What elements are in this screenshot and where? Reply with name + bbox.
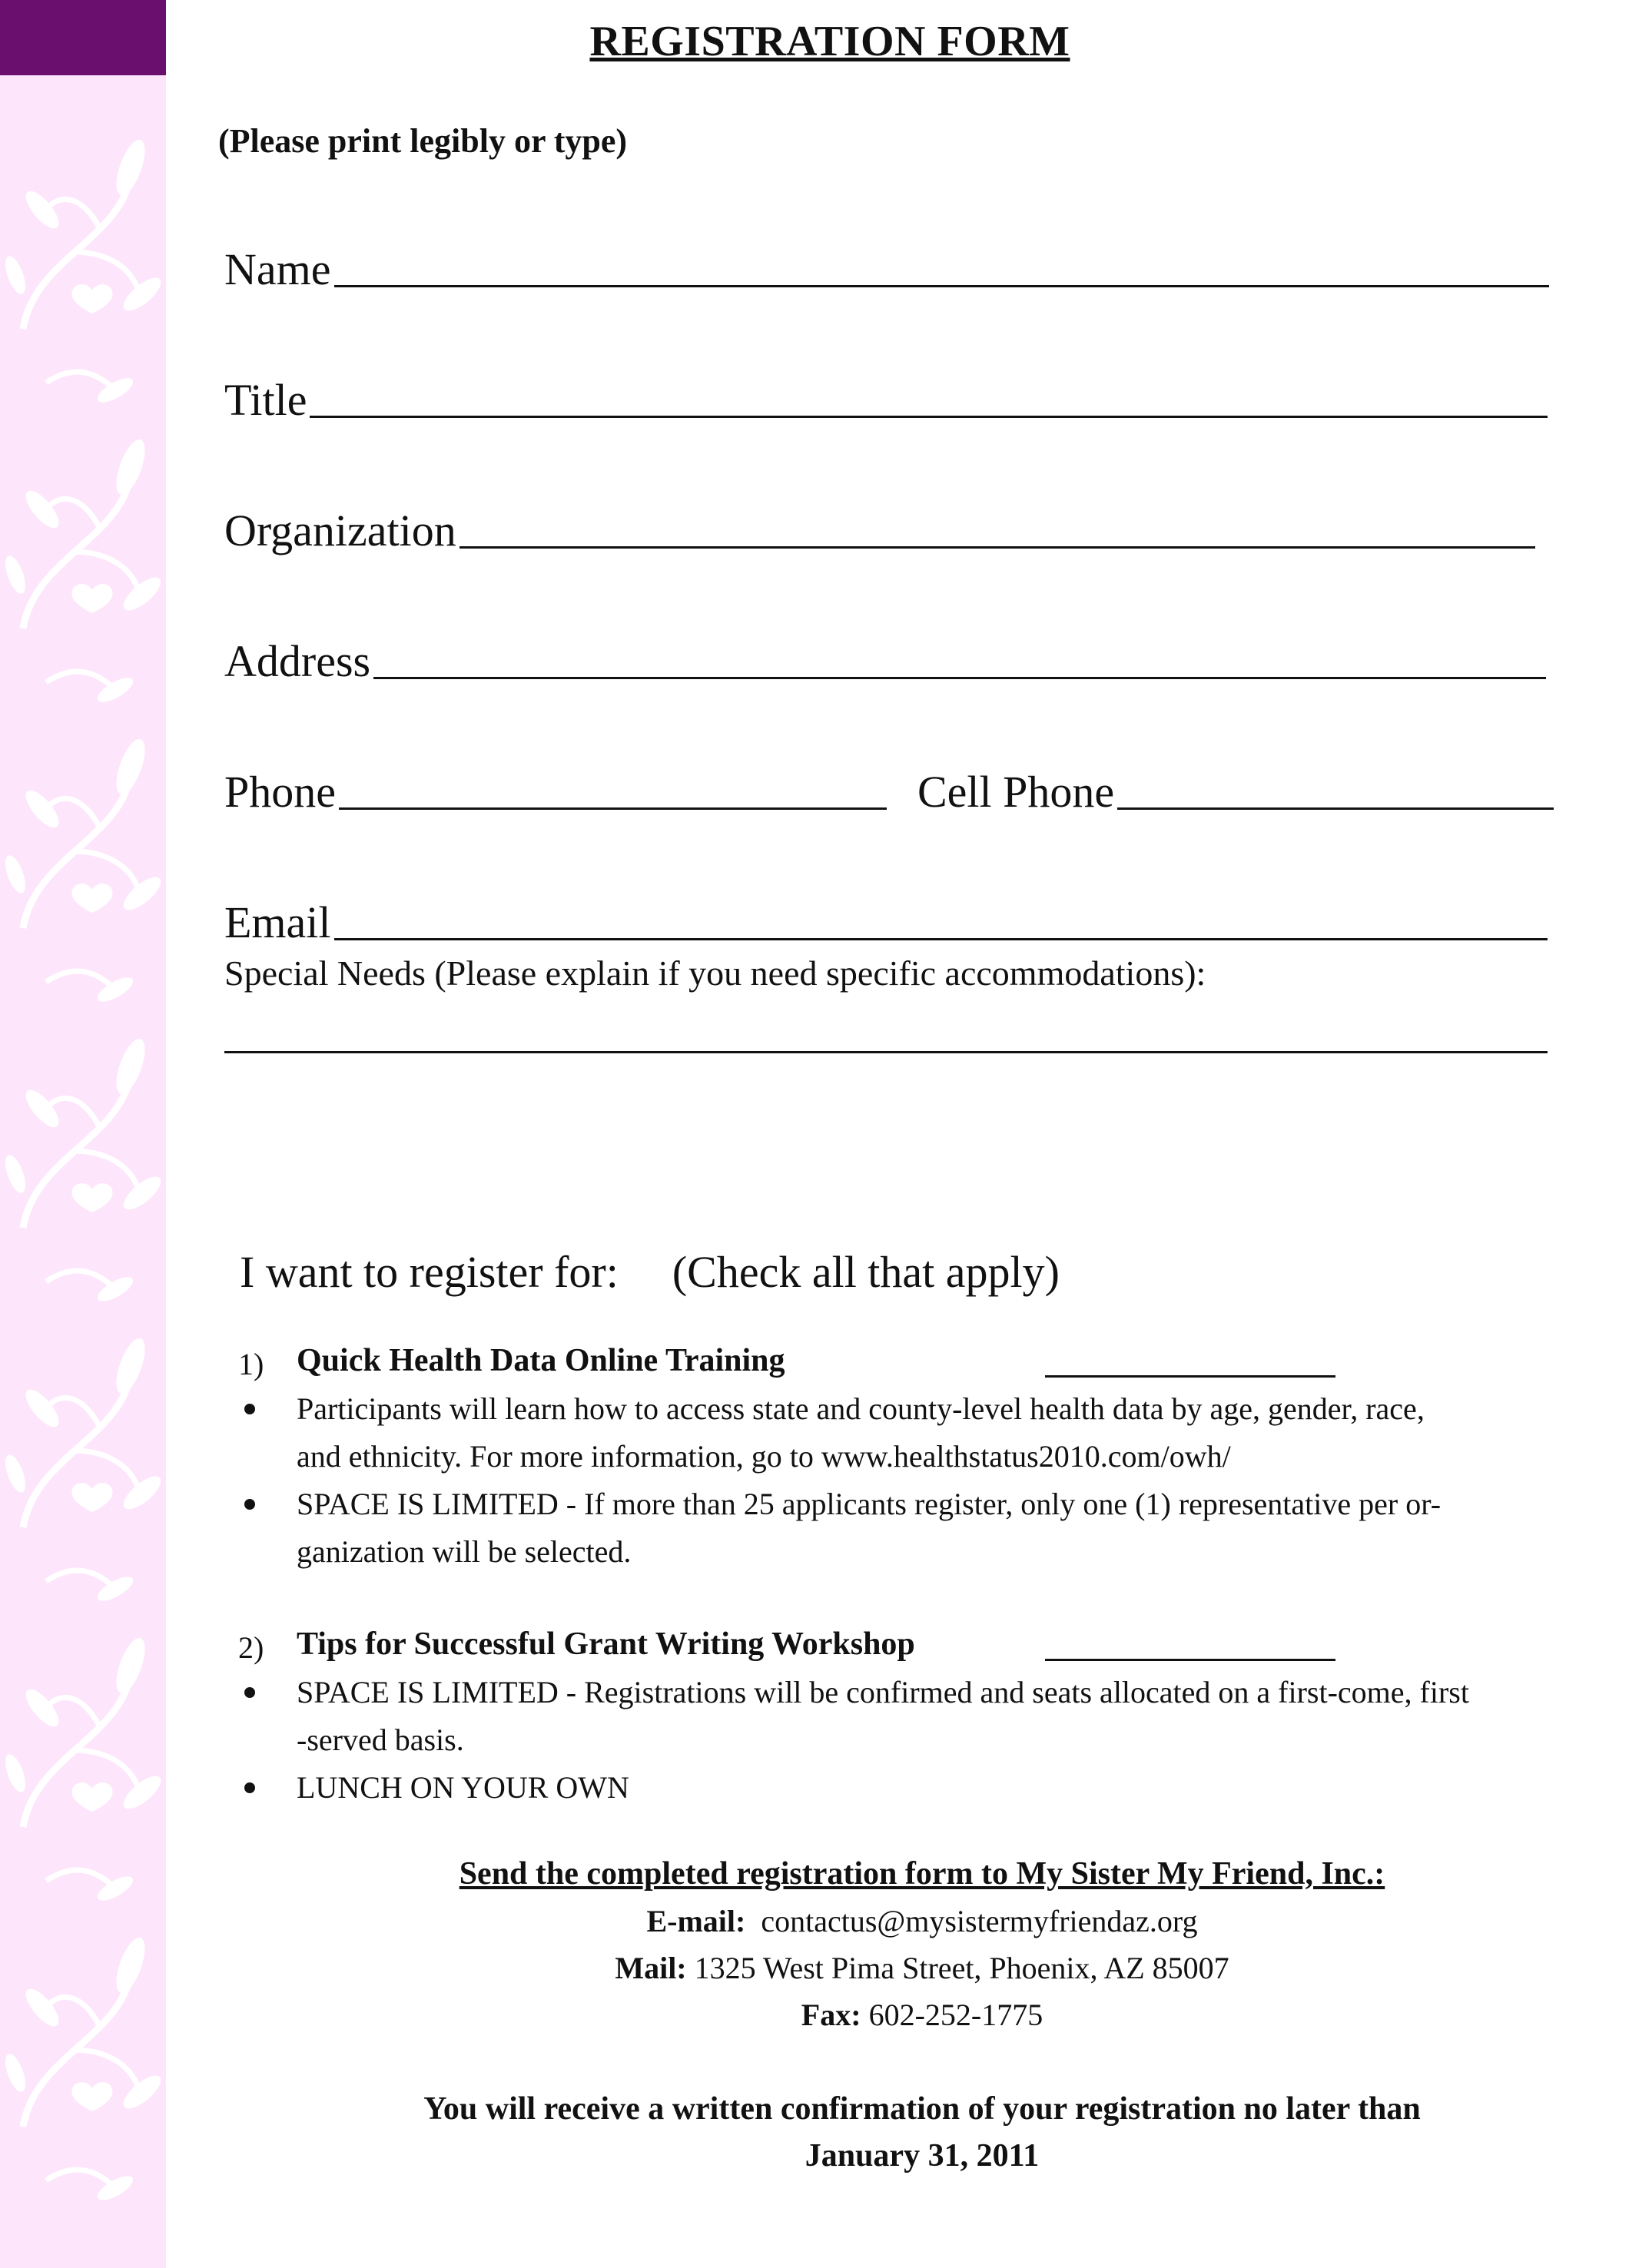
bullet-text: SPACE IS LIMITED - Registrations will be confirmed and seats allocated on a first-come, first xyxy=(297,1675,1469,1709)
bullet-text: SPACE IS LIMITED - If more than 25 applicants register, only one (1) representative per or- xyxy=(297,1487,1442,1521)
organization-label: Organization xyxy=(224,506,456,555)
confirmation-line-1: You will receive a written confirmation of your registration no later than xyxy=(423,2091,1421,2127)
special-needs-line[interactable] xyxy=(224,1051,1548,1053)
floral-ornament-icon xyxy=(0,75,166,2268)
bullet-text: ganization will be selected. xyxy=(297,1534,632,1569)
bullet-icon xyxy=(244,1782,255,1793)
bullet-text: and ethnicity. For more information, go to www.healthstatus2010.com/owh/ xyxy=(297,1439,1231,1474)
email-contact-value[interactable]: contactus@mysistermyfriendaz.org xyxy=(761,1904,1198,1938)
cell-phone-label: Cell Phone xyxy=(917,767,1115,817)
cell-phone-line[interactable] xyxy=(1117,807,1554,810)
fax-contact-label: Fax: xyxy=(801,1998,861,2032)
confirmation-date: January 31, 2011 xyxy=(805,2138,1040,2174)
email-label: Email xyxy=(224,897,331,947)
item-number: 1) xyxy=(238,1347,264,1381)
title-field[interactable] xyxy=(224,361,1548,423)
bullet-text: -served basis. xyxy=(297,1723,464,1757)
fax-contact-value: 602-252-1775 xyxy=(868,1998,1043,2032)
name-line[interactable] xyxy=(334,285,1550,287)
decorative-sidebar xyxy=(0,0,166,2268)
bullet-icon xyxy=(244,1499,255,1510)
organization-field[interactable] xyxy=(224,492,1535,553)
bullet-icon xyxy=(244,1687,255,1698)
register-prompt: I want to register for: xyxy=(240,1247,619,1297)
register-heading xyxy=(240,1246,1060,1298)
special-needs-label: Special Needs (Please explain if you need specific accommodations): xyxy=(224,953,1206,993)
checkbox-line-quick-health[interactable] xyxy=(1045,1375,1335,1378)
title-label: Title xyxy=(224,375,307,425)
mail-contact-value: 1325 West Pima Street, Phoenix, AZ 85007 xyxy=(694,1951,1229,1985)
address-label: Address xyxy=(224,636,371,686)
contact-fax xyxy=(166,1997,1629,2033)
checkbox-line-grant-writing[interactable] xyxy=(1045,1659,1335,1661)
title-line[interactable] xyxy=(310,416,1548,418)
name-label: Name xyxy=(224,244,331,294)
phone-field[interactable] xyxy=(224,753,887,817)
send-instructions-heading: Send the completed registration form to My Sister My Friend, Inc.: xyxy=(459,1856,1385,1892)
sidebar-tab xyxy=(0,0,166,75)
name-field[interactable] xyxy=(224,230,1549,292)
bullet-text: LUNCH ON YOUR OWN xyxy=(297,1770,629,1805)
phone-label: Phone xyxy=(224,767,336,817)
bullet-icon xyxy=(244,1404,255,1414)
page-title: REGISTRATION FORM xyxy=(589,18,1070,65)
email-line[interactable] xyxy=(334,938,1548,940)
item-number: 2) xyxy=(238,1630,264,1665)
contact-mail xyxy=(166,1950,1629,1986)
address-field[interactable] xyxy=(224,622,1546,684)
email-contact-label: E-mail: xyxy=(646,1904,746,1938)
contact-email xyxy=(166,1903,1629,1939)
phone-line[interactable] xyxy=(339,807,887,810)
page-subtitle: (Please print legibly or type) xyxy=(218,122,627,160)
item-title-grant-writing: Tips for Successful Grant Writing Workshop xyxy=(297,1626,915,1662)
register-hint: (Check all that apply) xyxy=(672,1247,1060,1297)
email-field[interactable] xyxy=(224,884,1548,945)
bullet-text: Participants will learn how to access state and county-level health data by age, gender, race, xyxy=(297,1391,1425,1426)
organization-line[interactable] xyxy=(460,546,1535,549)
mail-contact-label: Mail: xyxy=(615,1951,687,1985)
address-line[interactable] xyxy=(373,677,1546,679)
cell-phone-field[interactable] xyxy=(917,753,1554,817)
item-title-quick-health: Quick Health Data Online Training xyxy=(297,1343,785,1378)
